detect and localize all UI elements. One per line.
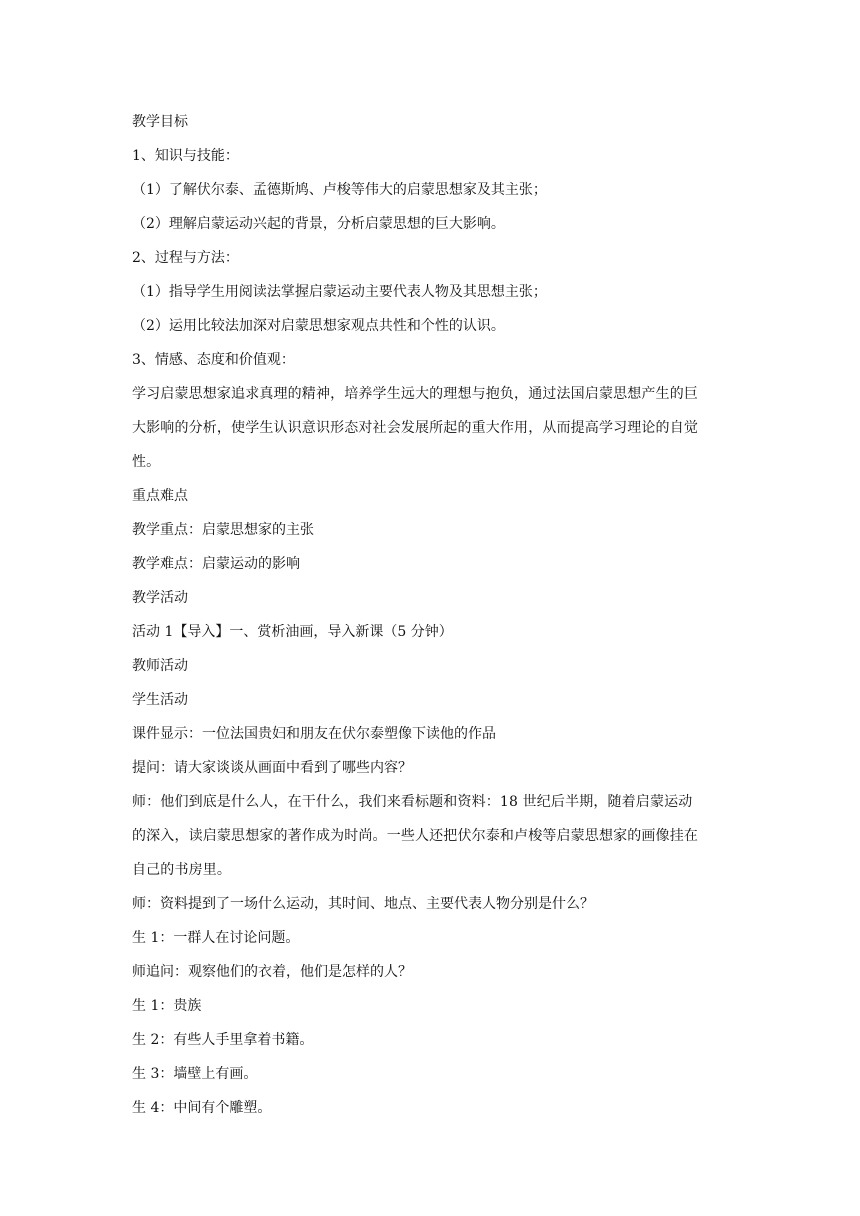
paragraph-line: 学习启蒙思想家追求真理的精神，培养学生远大的理想与抱负，通过法国启蒙思想产生的巨 [132,386,698,402]
teacher-paragraph [132,785,732,887]
teacher-followup: 师追问：观察他们的衣着，他们是怎样的人？ [132,964,412,980]
paragraph-line: 的深入，读启蒙思想家的著作成为时尚。一些人还把伏尔泰和卢梭等启蒙思想家的画像挂在 [132,828,698,844]
question-line: 提问：请大家谈谈从画面中看到了哪些内容？ [132,760,412,776]
student-answer: 生 1：一群人在讨论问题。 [132,930,300,946]
goal-item: （1）指导学生用阅读法掌握启蒙运动主要代表人物及其思想主张； [132,284,547,300]
goal-item: （2）理解启蒙运动兴起的背景，分析启蒙思想的巨大影响。 [132,216,505,232]
section-process-methods: 2、过程与方法： [132,250,239,266]
paragraph-line: 师：他们到底是什么人，在干什么，我们来看标题和资料：18 世纪后半期，随着启蒙运动 [132,794,693,810]
values-paragraph [132,377,732,479]
student-activity-label: 学生活动 [132,692,188,708]
heading-key-difficulties: 重点难点 [132,488,188,504]
difficult-point: 教学难点：启蒙运动的影响 [132,556,300,572]
heading-teaching-goals: 教学目标 [132,114,188,130]
heading-teaching-activities: 教学活动 [132,590,188,606]
paragraph-line: 大影响的分析，使学生认识意识形态对社会发展所起的重大作用，从而提高学习理论的自觉 [132,420,698,436]
student-answer: 生 1：贵族 [132,998,202,1014]
teacher-activity-label: 教师活动 [132,658,188,674]
student-answer: 生 2：有些人手里拿着书籍。 [132,1032,314,1048]
goal-item: （1）了解伏尔泰、孟德斯鸠、卢梭等伟大的启蒙思想家及其主张； [132,182,547,198]
courseware-line: 课件显示：一位法国贵妇和朋友在伏尔泰塑像下读他的作品 [132,726,496,742]
teacher-question: 师：资料提到了一场什么运动，其时间、地点、主要代表人物分别是什么？ [132,896,594,912]
document-page [132,105,732,1125]
section-attitude-values: 3、情感、态度和价值观： [132,352,295,368]
section-knowledge-skills: 1、知识与技能： [132,148,239,164]
activity-title: 活动 1【导入】一、赏析油画，导入新课（5 分钟） [132,624,453,640]
goal-item: （2）运用比较法加深对启蒙思想家观点共性和个性的认识。 [132,318,505,334]
key-point: 教学重点：启蒙思想家的主张 [132,522,314,538]
paragraph-line: 自己的书房里。 [132,862,232,878]
paragraph-line: 性。 [132,454,161,470]
student-answer: 生 4：中间有个雕塑。 [132,1100,272,1116]
student-answer: 生 3：墙壁上有画。 [132,1066,258,1082]
